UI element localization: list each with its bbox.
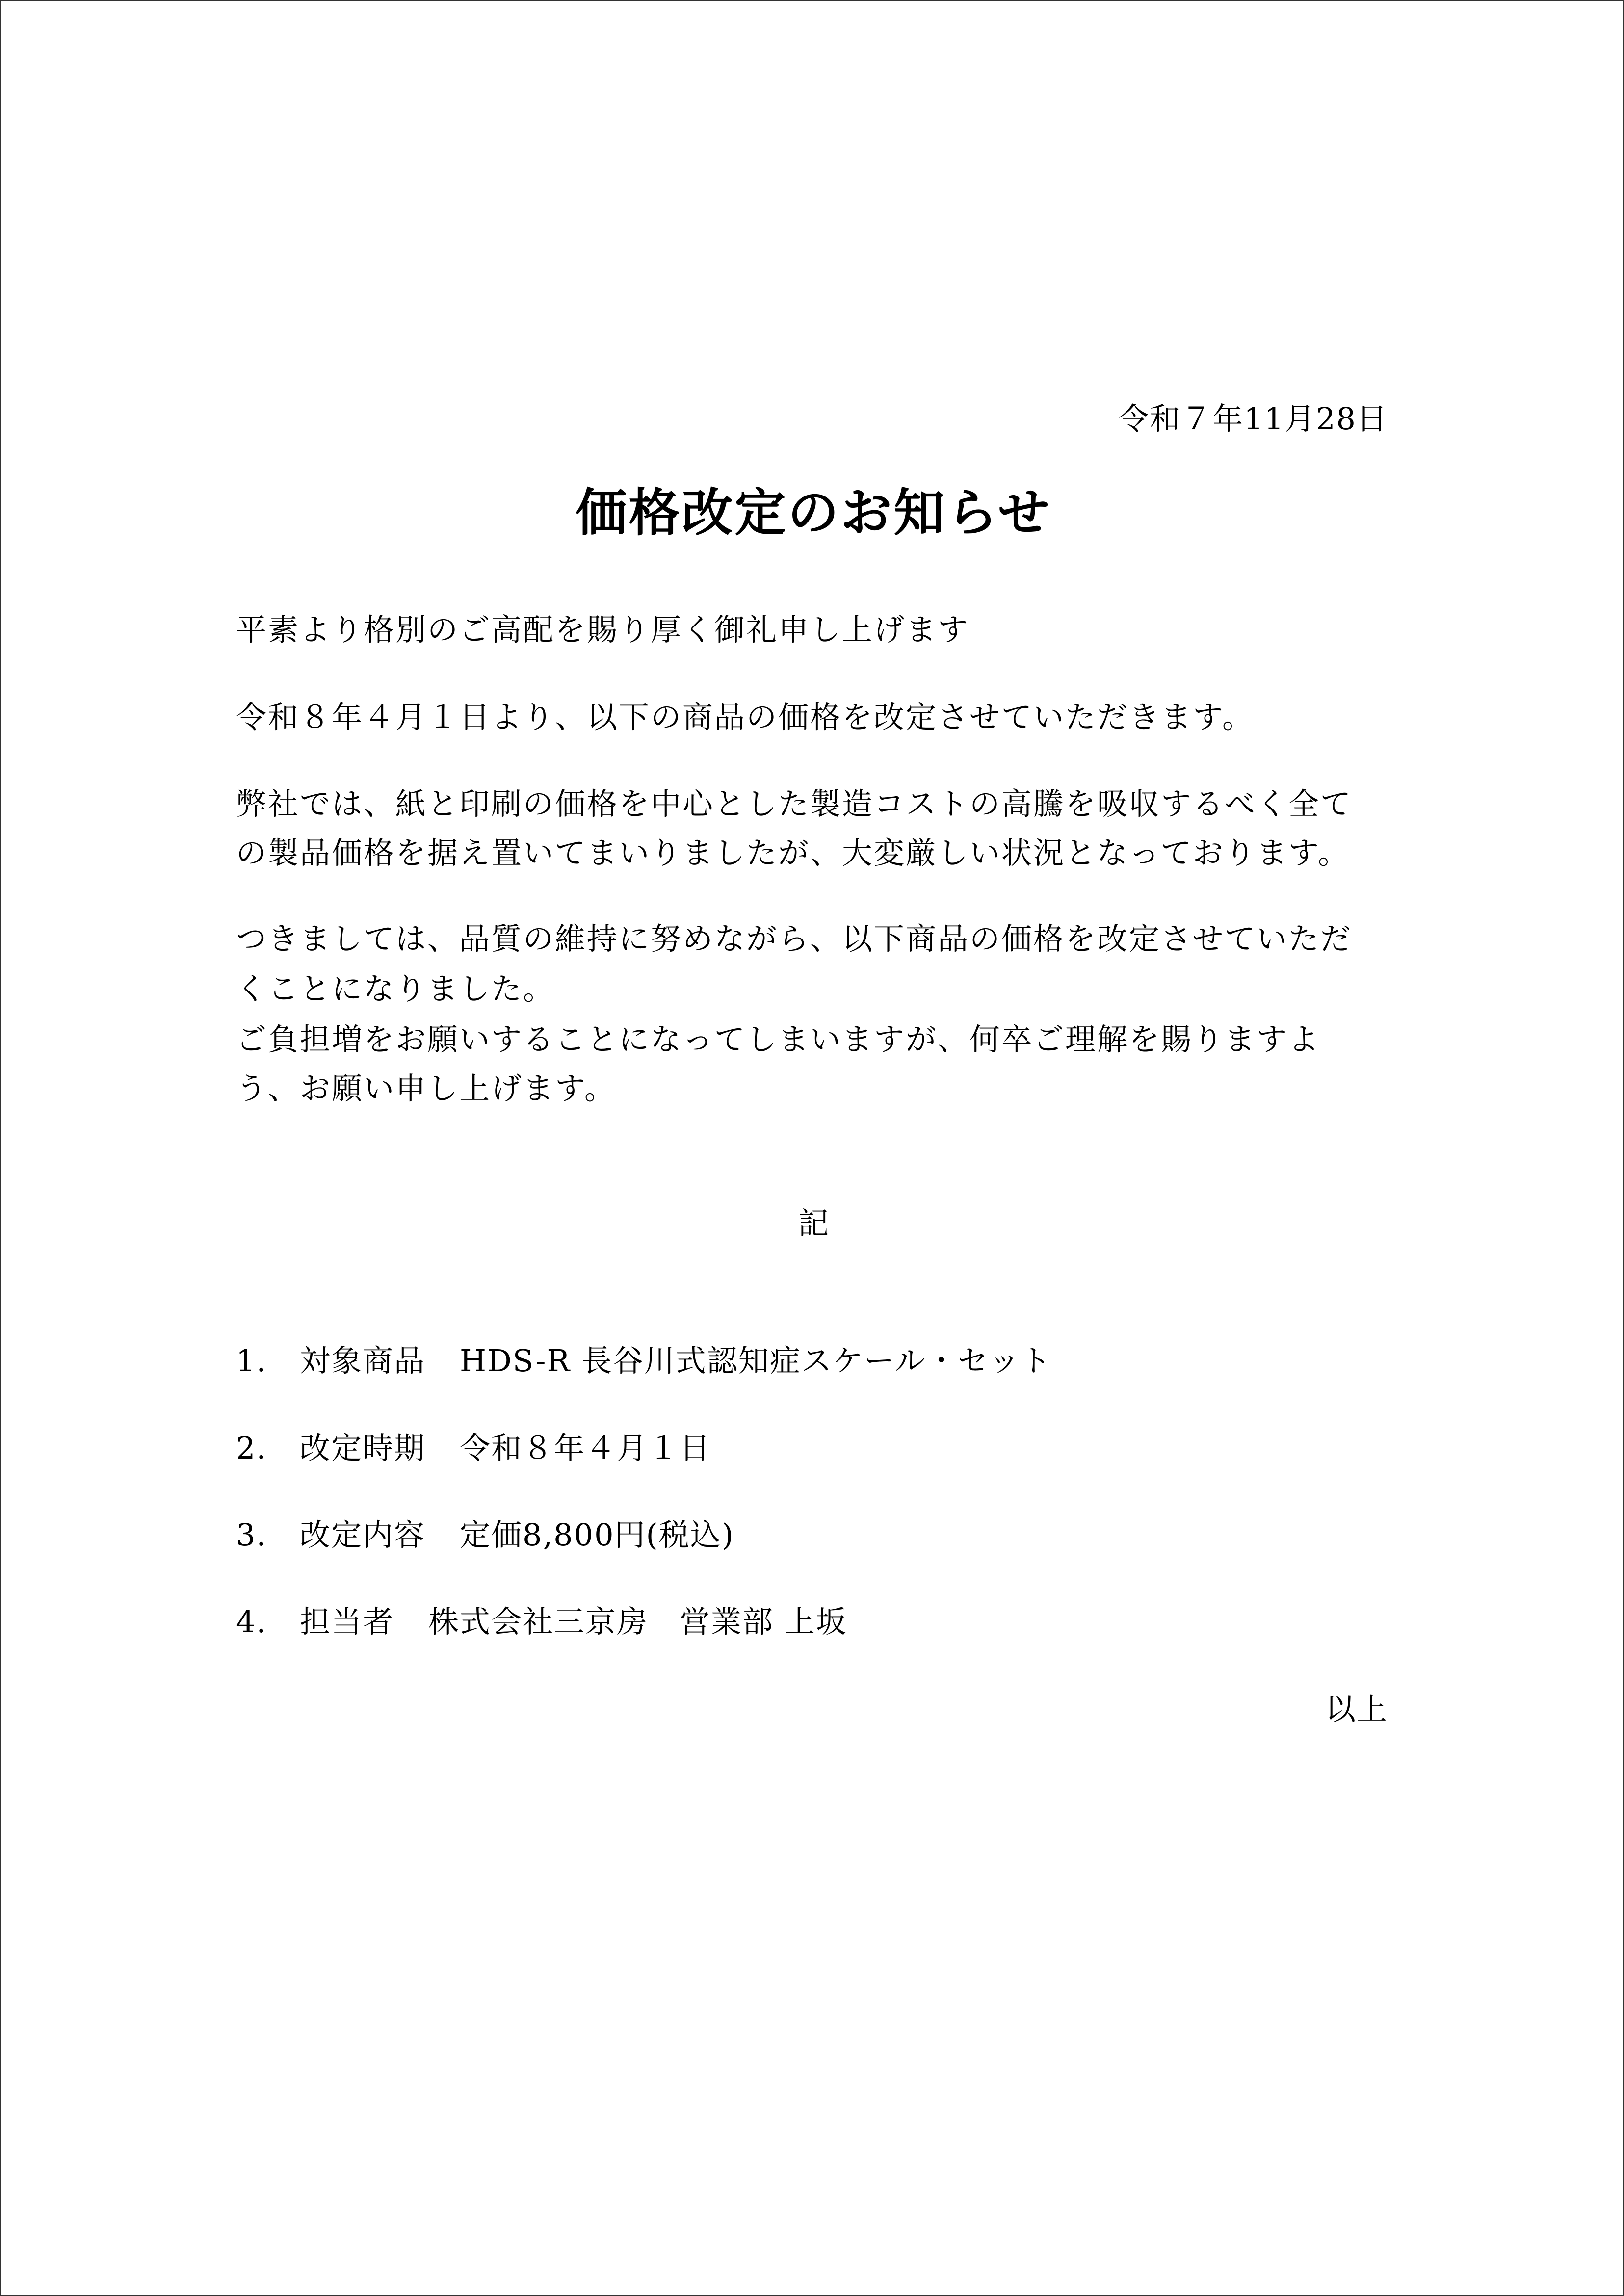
list-item-number: 2. — [236, 1430, 267, 1466]
list-item-value: HDS-R 長谷川式認知症スケール・セット — [460, 1343, 1052, 1379]
document-date: 令和７年11月28日 — [1118, 401, 1388, 437]
closing-mark: 以上 — [1325, 1691, 1388, 1727]
list-item-label: 担当者 — [300, 1604, 394, 1640]
reason-paragraph-line-2: の製品価格を据え置いてまいりましたが、大変厳しい状況となっております。 — [236, 835, 1350, 871]
document-title: 価格改定のお知らせ — [576, 482, 1051, 543]
reason-paragraph-line-1: 弊社では、紙と印刷の価格を中心とした製造コストの高騰を吸収するべく全て — [236, 786, 1353, 822]
announcement-paragraph: 令和８年４月１日より、以下の商品の価格を改定させていただきます。 — [236, 699, 1255, 735]
list-item-value: 令和８年４月１日 — [460, 1430, 711, 1466]
list-item-number: 1. — [236, 1343, 267, 1379]
list-item-number: 3. — [236, 1517, 267, 1553]
request-paragraph-line-3: ご負担増をお願いすることになってしまいますが、何卒ご理解を賜りますよ — [236, 1021, 1321, 1057]
request-paragraph-line-4: う、お願い申し上げます。 — [236, 1070, 617, 1106]
list-item-value: 定価8,800円(税込) — [460, 1517, 734, 1553]
list-item-label: 対象商品 — [300, 1343, 426, 1379]
list-item-label: 改定内容 — [300, 1517, 426, 1553]
list-item-revision-content — [236, 1517, 734, 1553]
list-item-target-product — [236, 1343, 1052, 1379]
list-item-contact-person — [236, 1604, 847, 1640]
list-item-revision-date — [236, 1430, 711, 1466]
list-item-label: 改定時期 — [300, 1430, 426, 1466]
greeting-paragraph: 平素より格別のご高配を賜り厚く御礼申し上げます — [236, 612, 970, 648]
request-paragraph-line-1: つきましては、品質の維持に努めながら、以下商品の価格を改定させていただ — [236, 921, 1353, 957]
ki-heading: 記 — [798, 1205, 829, 1241]
request-paragraph-line-2: くことになりました。 — [236, 971, 555, 1007]
list-item-value: 株式会社三京房 営業部 上坂 — [428, 1604, 847, 1640]
list-item-number: 4. — [236, 1604, 267, 1640]
